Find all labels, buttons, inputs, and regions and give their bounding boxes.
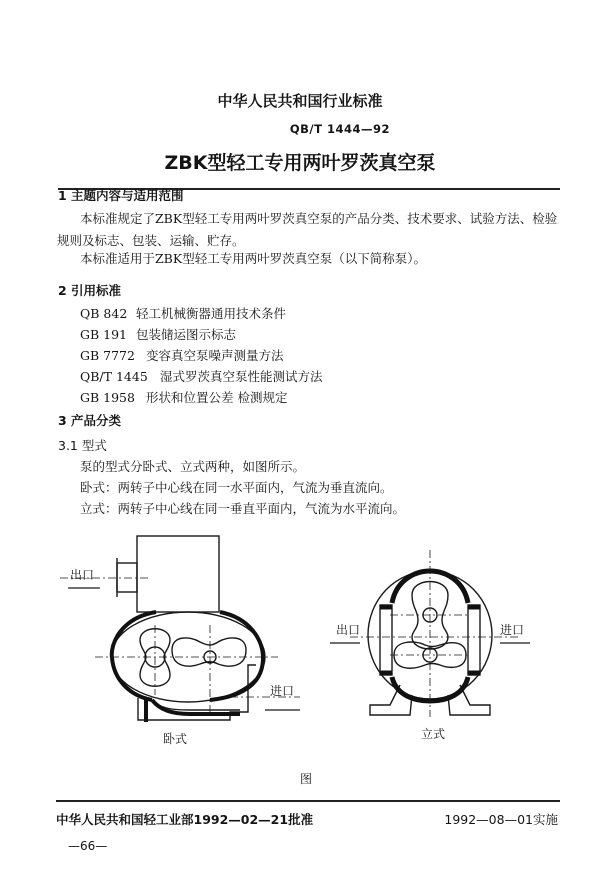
vertical-outlet-label: 出口 <box>336 623 361 637</box>
page-number: —66— <box>68 839 108 853</box>
reference-item <box>80 367 323 385</box>
figure-caption: 图 <box>300 772 313 786</box>
section-3-1-heading: 3.1 型式 <box>58 438 107 453</box>
reference-title: 变容真空泵噪声测量方法 <box>146 348 284 363</box>
section-3-1-line2: 卧式：两转子中心线在同一水平面内，气流为垂直流向。 <box>80 480 393 495</box>
horizontal-caption: 卧式 <box>163 732 188 746</box>
standard-code: QB/T 1444—92 <box>289 122 390 136</box>
reference-title: 轻工机械衡器通用技术条件 <box>136 306 287 321</box>
vertical-inlet-label: 进口 <box>500 623 525 637</box>
horizontal-outlet-label: 出口 <box>70 568 95 582</box>
reference-code: GB 191 <box>80 327 128 342</box>
footer-divider <box>56 800 560 802</box>
section-1-para1-line2: 规则及标志、包装、运输、贮存。 <box>57 233 245 248</box>
reference-code: GB 7772 <box>80 348 135 363</box>
reference-code: QB 842 <box>80 306 128 321</box>
section-3-1-line1: 泵的型式分卧式、立式两种，如图所示。 <box>80 459 306 474</box>
section-3-heading: 3 产品分类 <box>58 413 122 428</box>
reference-title: 包装储运图示标志 <box>136 327 237 342</box>
reference-item <box>80 325 236 343</box>
document-title: ZBK型轻工专用两叶罗茨真空泵 <box>164 152 436 174</box>
reference-item <box>80 304 286 322</box>
approval-statement: 中华人民共和国轻工业部1992—02—21批准 <box>56 812 314 827</box>
reference-code: QB/T 1445 <box>80 369 148 384</box>
reference-title: 湿式罗茨真空泵性能测试方法 <box>160 369 323 384</box>
section-3-1-line3: 立式：两转子中心线在同一垂直平面内，气流为水平流向。 <box>80 501 406 516</box>
reference-code: GB 1958 <box>80 390 135 405</box>
reference-item <box>80 346 284 364</box>
vertical-caption: 立式 <box>421 727 446 741</box>
implementation-date: 1992—08—01实施 <box>444 812 558 827</box>
horizontal-pump-diagram <box>60 530 310 730</box>
reference-item <box>80 388 287 406</box>
issuing-organization: 中华人民共和国行业标准 <box>217 92 383 110</box>
section-1-para1-line1: 本标准规定了ZBK型轻工专用两叶罗茨真空泵的产品分类、技术要求、试验方法、检验 <box>80 211 558 226</box>
reference-title: 形状和位置公差 检测规定 <box>146 390 288 405</box>
horizontal-pump-drawing <box>60 530 310 730</box>
section-1-para2: 本标准适用于ZBK型轻工专用两叶罗茨真空泵（以下简称泵）。 <box>80 251 426 266</box>
section-2-heading: 2 引用标准 <box>58 283 122 298</box>
section-1-heading: 1 主题内容与适用范围 <box>58 188 184 203</box>
horizontal-inlet-label: 进口 <box>270 684 295 698</box>
